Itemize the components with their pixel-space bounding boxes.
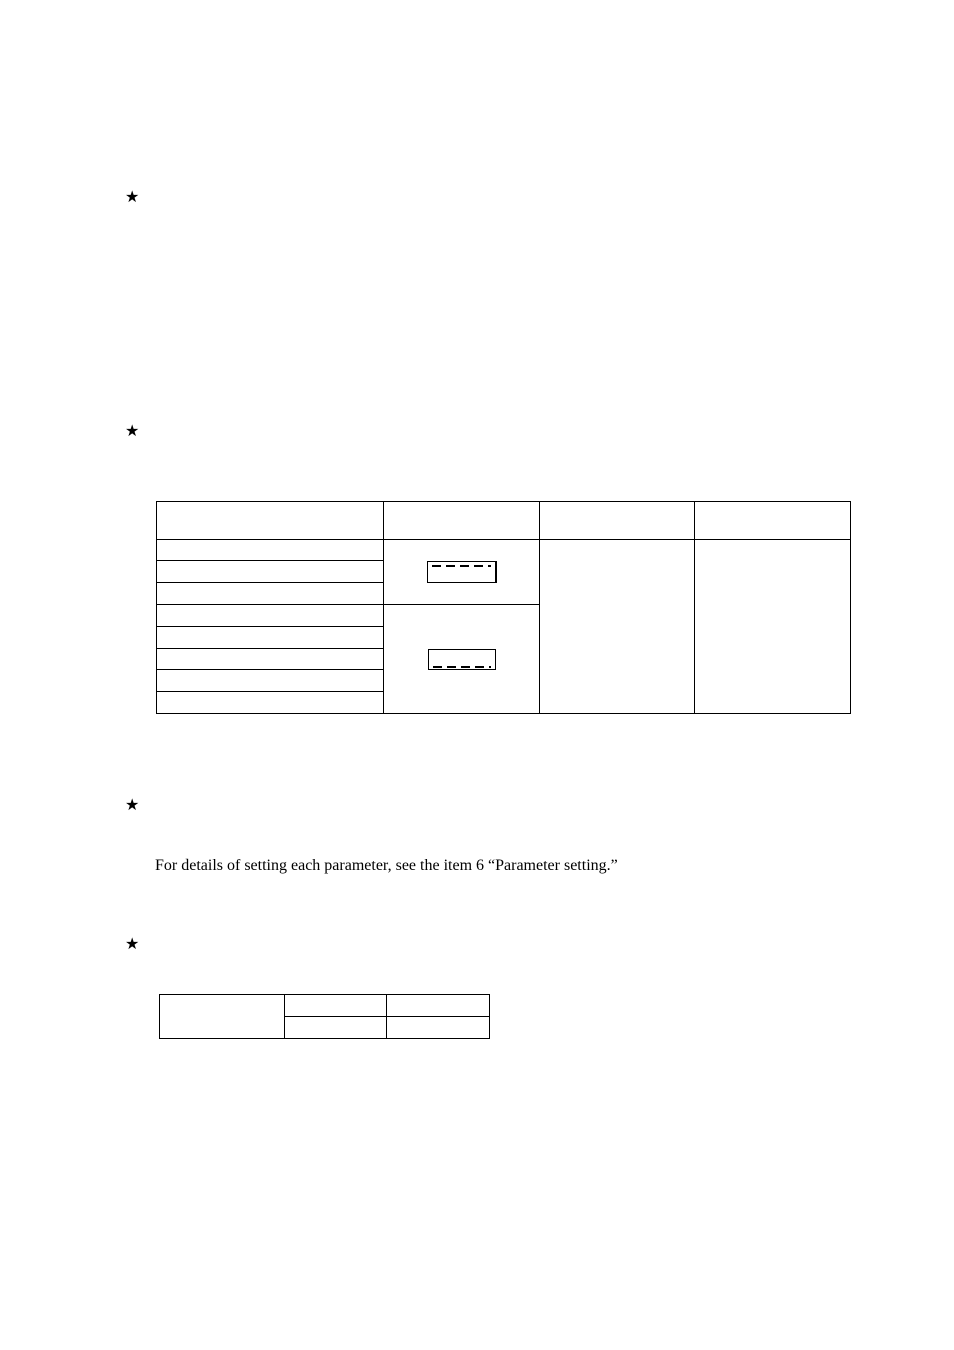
star-marker: ★ bbox=[125, 187, 140, 206]
table-cell-merged bbox=[540, 540, 695, 714]
seven-segment-top-dashes-icon bbox=[427, 561, 497, 583]
display-cell-bottom bbox=[384, 605, 540, 714]
table-cell bbox=[157, 561, 384, 583]
table-row bbox=[157, 540, 851, 561]
table-cell bbox=[157, 649, 384, 670]
settings-table bbox=[156, 501, 851, 714]
table-cell bbox=[387, 1017, 490, 1039]
table-cell bbox=[387, 995, 490, 1017]
table-header-cell bbox=[695, 502, 851, 540]
table-cell-merged bbox=[160, 995, 285, 1039]
table-cell bbox=[157, 692, 384, 714]
table-row bbox=[160, 995, 490, 1017]
table-cell-merged bbox=[695, 540, 851, 714]
table-cell bbox=[285, 995, 387, 1017]
star-marker: ★ bbox=[125, 934, 140, 953]
parameter-setting-note: For details of setting each parameter, see the item 6 “Parameter setting.” bbox=[155, 857, 618, 874]
seven-segment-bottom-dashes-icon bbox=[428, 649, 496, 670]
table-header-cell bbox=[384, 502, 540, 540]
table-header-row bbox=[157, 502, 851, 540]
table-header-cell bbox=[540, 502, 695, 540]
star-marker: ★ bbox=[125, 795, 140, 814]
table-cell bbox=[285, 1017, 387, 1039]
table-cell bbox=[157, 605, 384, 627]
table-cell bbox=[157, 540, 384, 561]
star-marker: ★ bbox=[125, 421, 140, 440]
table-cell bbox=[157, 670, 384, 692]
small-table bbox=[159, 994, 490, 1039]
table-cell bbox=[157, 583, 384, 605]
display-cell-top bbox=[384, 540, 540, 605]
table-header-cell bbox=[157, 502, 384, 540]
table-cell bbox=[157, 627, 384, 649]
